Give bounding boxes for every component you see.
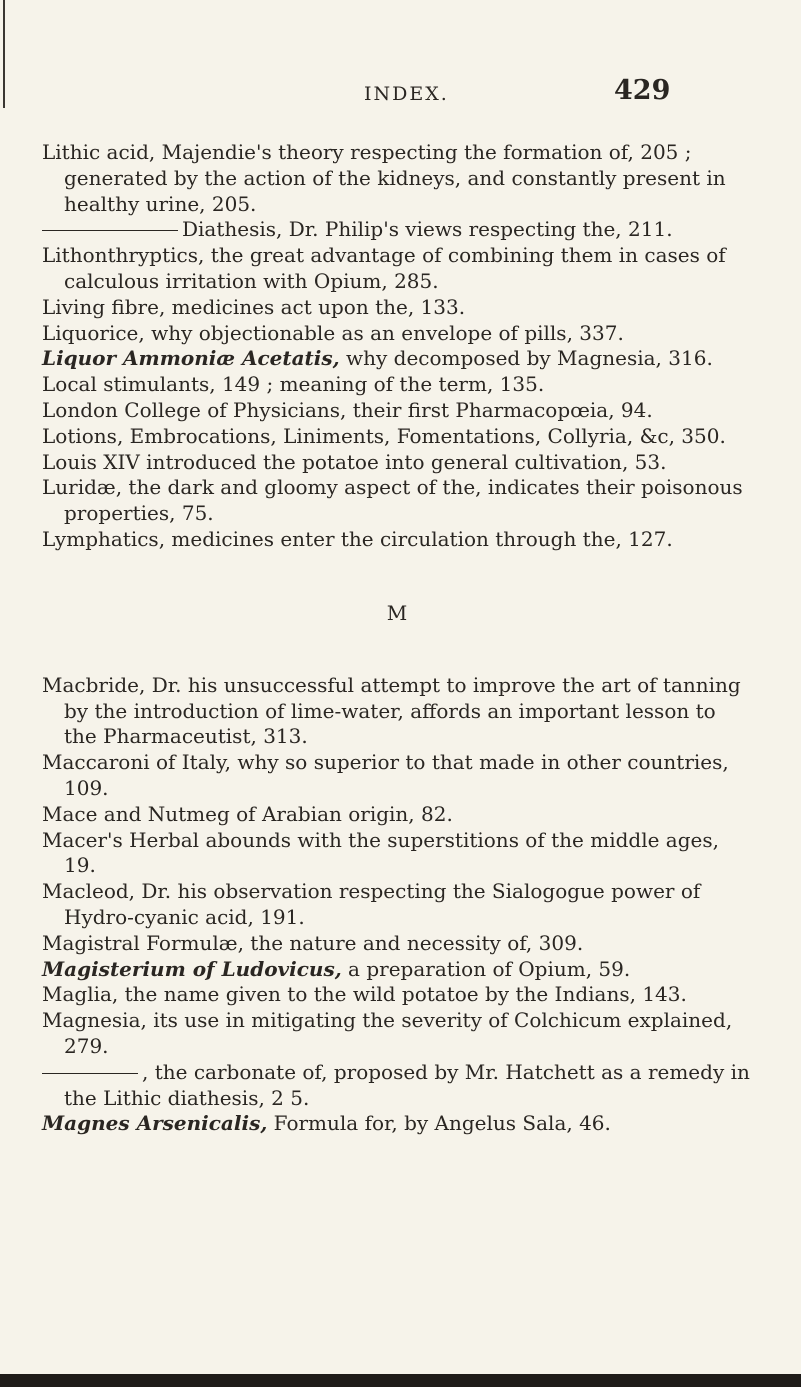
index-entry: Liquorice, why objectionable as an envelope of pills, 337. [42,320,624,345]
index-entry: Liquor Ammoniæ Acetatis, why decomposed by Magnesia, 316. [42,346,713,371]
section-letter: M [386,600,408,625]
index-entries [42,140,752,1137]
index-entry-subentry: Diathesis, Dr. Philip's views respecting the, 211. [42,217,752,243]
index-entry: Local stimulants, 149 ; meaning of the term, 135. [42,372,545,397]
header-title: INDEX. [364,83,449,105]
index-entry: Living fibre, medicines act upon the, 133. [42,294,466,319]
index-entry: Lithic acid, Majendie's theory respecting the formation of, 205 ; generated by the action of the kidneys, and constantly present in healthy urine, 205. [42,140,726,216]
index-entry-subentry: , the carbonate of, proposed by Mr. Hatchett as a remedy in the Lithic diathesis, 2 5. [42,1060,752,1112]
ditto-dash [42,1073,138,1074]
index-entry: Luridæ, the dark and gloomy aspect of the, indicates their poisonous properties, 75. [42,475,743,526]
index-entry: Lymphatics, medicines enter the circulation through the, 127. [42,526,673,551]
index-entry: Maglia, the name given to the wild potatoe by the Indians, 143. [42,982,687,1007]
index-entry: Magistral Formulæ, the nature and necessity of, 309. [42,930,584,955]
index-entry: Maccaroni of Italy, why so superior to that made in other countries, 109. [42,750,729,800]
index-entry: Macbride, Dr. his unsuccessful attempt to improve the art of tanning by the introduction of lime-water, affords an important lesson to the Pharmaceutist, 313. [42,672,741,749]
bottom-edge-rule [0,1374,801,1387]
index-entry: Mace and Nutmeg of Arabian origin, 82. [42,801,453,826]
index-entry: Lotions, Embrocations, Liniments, Fomentations, Collyria, &c, 350. [42,423,726,448]
index-entry: Macer's Herbal abounds with the superstitions of the middle ages, 19. [42,827,719,878]
page-number: 429 [614,75,671,106]
index-entry: Magnesia, its use in mitigating the severity of Colchicum explained, 279. [42,1008,733,1058]
index-entry: Lithonthryptics, the great advantage of combining them in cases of calculous irritation with Opium, 285. [42,243,726,293]
ditto-dash [42,230,178,231]
index-entry: Louis XIV introduced the potatoe into general cultivation, 53. [42,449,667,474]
index-entry: London College of Physicians, their first Pharmacopœia, 94. [42,397,653,422]
index-entry: Macleod, Dr. his observation respecting the Sialogogue power of Hydro-cyanic acid, 191. [42,879,701,929]
index-entry: Magisterium of Ludovicus, a preparation of Opium, 59. [42,956,631,981]
index-entry: Magnes Arsenicalis, Formula for, by Angelus Sala, 46. [42,1111,611,1136]
running-header [0,63,801,106]
